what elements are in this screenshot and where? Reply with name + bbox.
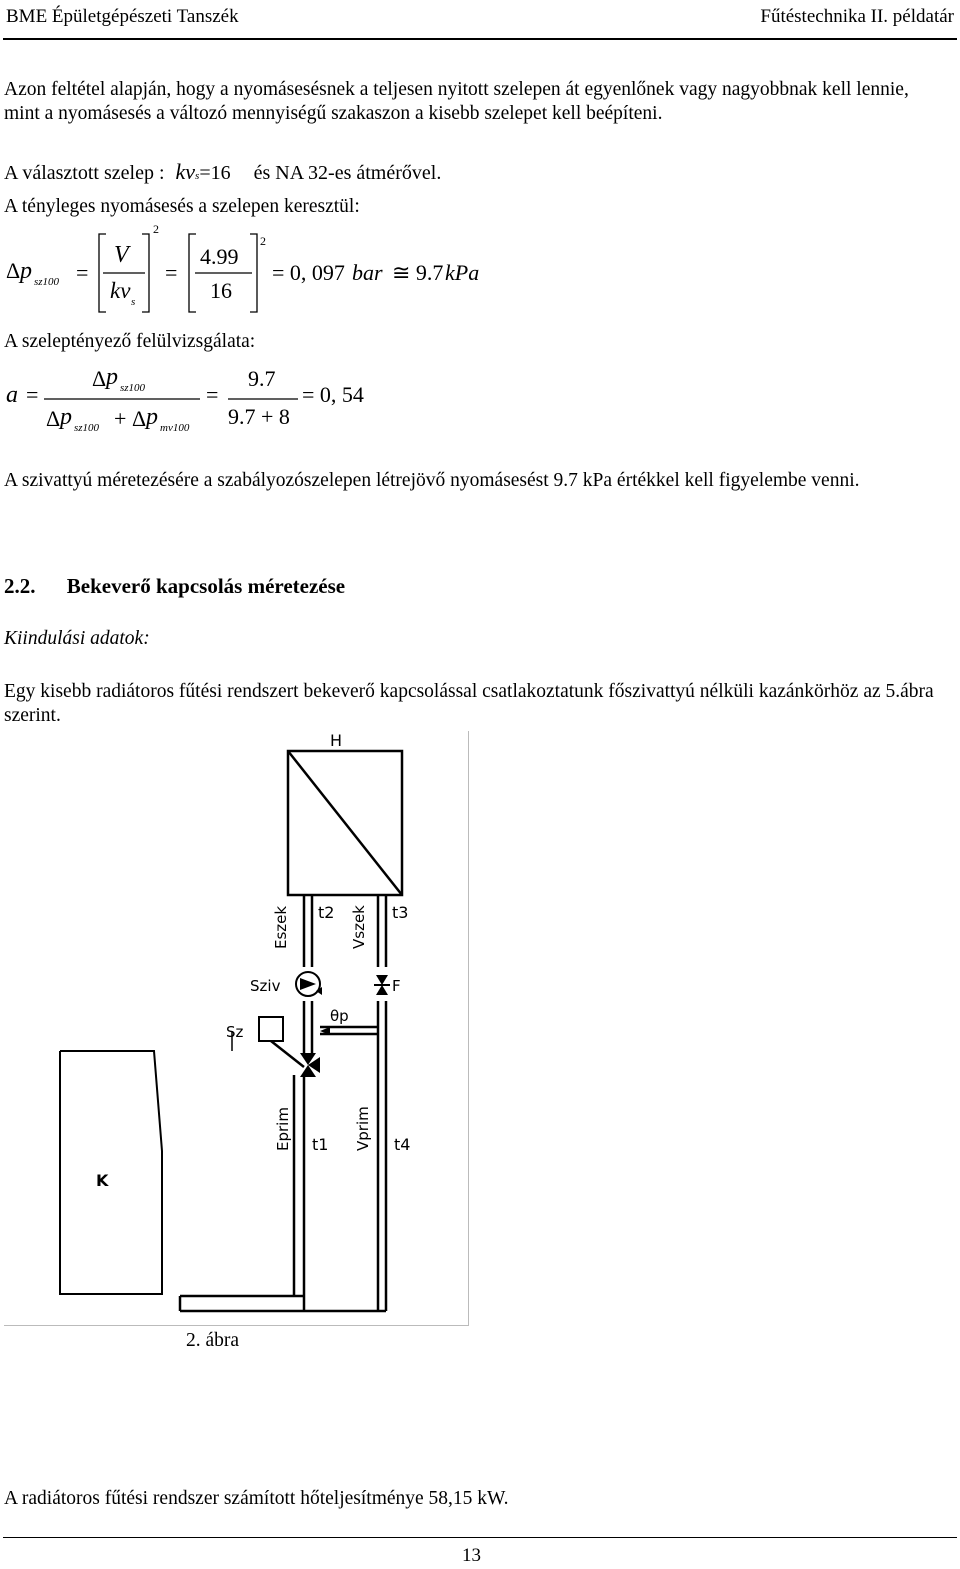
valve-check-label: A szeleptényező felülvizsgálata:: [4, 331, 256, 352]
label-t3: t3: [392, 903, 409, 922]
actual-pressure-drop-text: A tényleges nyomásesés a szelepen keresztül:: [4, 196, 360, 217]
label-sz: Sz: [226, 1023, 244, 1041]
label-dp: θp: [330, 1007, 349, 1025]
eq2-den-p2: p: [146, 404, 158, 430]
eq2-den-sub1: sz100: [74, 422, 100, 434]
valve-line: [4, 160, 934, 188]
label-H: H: [330, 731, 343, 750]
label-vprim: Vprim: [354, 1106, 372, 1151]
eq1-p: p: [20, 258, 32, 284]
eq1-exp1: 2: [153, 222, 159, 236]
header-right: Fűtéstechnika II. példatár: [760, 6, 954, 27]
eq1-kv: kv: [110, 278, 131, 303]
equation-1: [0, 222, 520, 322]
eq1-unit2: kPa: [445, 260, 480, 285]
eq2-result: = 0, 54: [302, 382, 364, 407]
valve-value: =16: [199, 162, 231, 184]
system-paragraph: Egy kisebb radiátoros fűtési rendszert bekeverő kapcsolással csatlakoztatunk főszivattyú nélküli kazánkörhöz az 5.ábra szerint.: [4, 681, 934, 726]
eq2-den-delta2: Δ: [132, 406, 147, 431]
label-F: F: [392, 977, 401, 995]
eq1-unit: bar: [352, 260, 383, 285]
eq2-num2: 9.7: [248, 366, 276, 391]
eq1-den: 16: [210, 278, 232, 303]
equation-2: [0, 362, 420, 442]
eq2-num-delta: Δ: [92, 366, 107, 391]
eq2-num-p: p: [106, 364, 118, 390]
eq1-eq: =: [76, 260, 89, 285]
eq2-den-p1: p: [60, 404, 72, 430]
section-heading: [4, 574, 345, 599]
intro-paragraph: Azon feltétel alapján, hogy a nyomásesésnek a teljesen nyitott szelepen át egyenlőnek vagy nagyobbnak kell lennie, mint a nyomásesés a változó mennyiségű szakaszon a kisebb szelepet kell beépíteni.: [4, 79, 909, 124]
eq1-num: 4.99: [200, 244, 239, 269]
final-paragraph: A radiátoros fűtési rendszer számított hőteljesítménye 58,15 kW.: [4, 1488, 509, 1509]
eq2-plus: +: [114, 406, 127, 431]
label-t4: t4: [394, 1135, 411, 1154]
valve-kv-sub: s: [195, 170, 200, 182]
eq1-sub: sz100: [34, 276, 60, 288]
heater-diagonal: [288, 751, 402, 895]
label-K: K: [96, 1171, 109, 1190]
eq1-vdot: V: [114, 242, 129, 268]
eq2-den-sub2: mv100: [160, 422, 190, 434]
eq1-kv-sub: s: [131, 296, 136, 308]
page-number: 13: [462, 1545, 481, 1566]
label-t1: t1: [312, 1135, 329, 1154]
label-vszek: Vszek: [350, 905, 368, 949]
valve-suffix: és NA 32-es átmérővel.: [253, 162, 442, 184]
eq1-eq2: =: [165, 260, 178, 285]
section-title: Bekeverő kapcsolás méretezése: [66, 574, 346, 598]
header-rule: [3, 38, 957, 40]
section-number: 2.2.: [4, 574, 36, 598]
valve-prefix: A választott szelep :: [4, 162, 165, 184]
eq1-delta: Δ: [6, 258, 21, 283]
label-t2: t2: [318, 903, 335, 922]
figure-2: [4, 731, 469, 1326]
eq1-approx: ≅ 9.7: [392, 260, 444, 285]
eq2-den-delta1: Δ: [46, 406, 61, 431]
eq2-eq2: =: [206, 382, 219, 407]
eq2-a: a: [6, 382, 18, 408]
eq2-eq1: =: [26, 382, 39, 407]
label-sziv: Sziv: [250, 977, 281, 995]
eq1-exp2: 2: [260, 234, 266, 248]
eq2-den2: 9.7 + 8: [228, 404, 290, 429]
figure-caption: 2. ábra: [186, 1330, 240, 1351]
subheading: Kiindulási adatok:: [4, 628, 150, 649]
eq1-result: = 0, 097: [272, 260, 345, 285]
header-left: BME Épületgépészeti Tanszék: [6, 6, 239, 27]
eq2-num-sub: sz100: [120, 382, 146, 394]
label-eszek: Eszek: [272, 905, 290, 949]
footer-rule: [3, 1537, 957, 1538]
valve-kv: kv: [175, 159, 196, 184]
label-eprim: Eprim: [274, 1107, 292, 1151]
pump-paragraph: A szivattyú méretezésére a szabályozószelepen létrejövő nyomásesést 9.7 kPa értékkel kell figyelembe venni.: [4, 470, 860, 491]
